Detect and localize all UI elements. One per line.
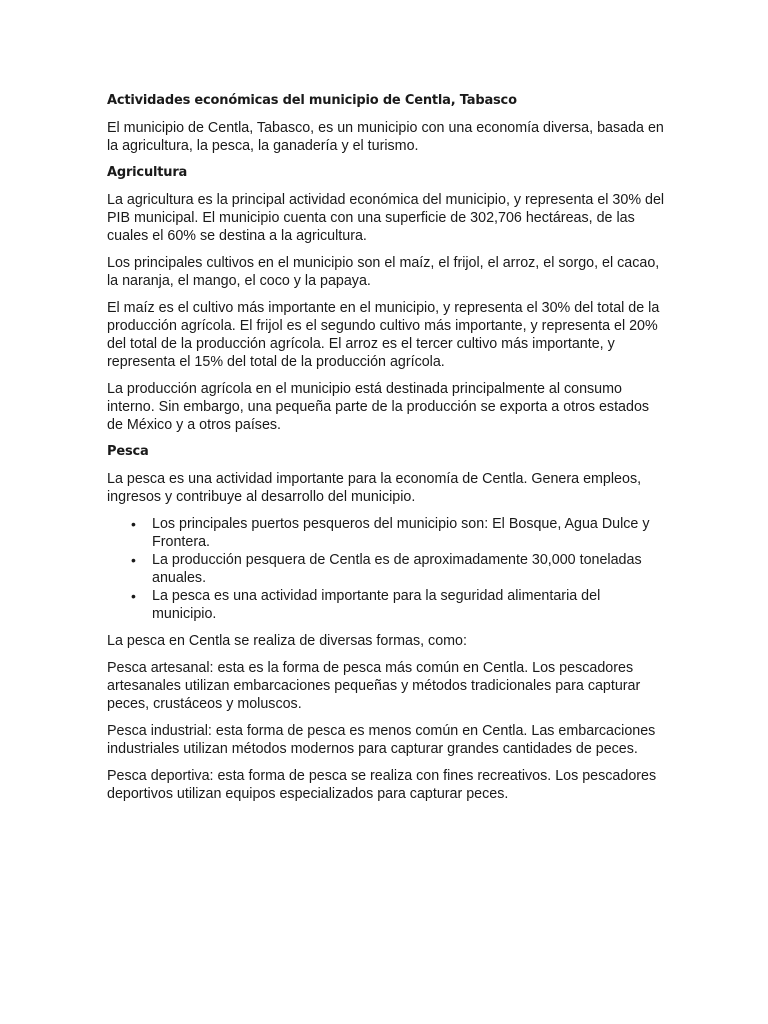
pesca-bullet-list [107,515,668,623]
agricultura-paragraph-4: La producción agrícola en el municipio está destinada principalmente al consumo interno. Sin embargo, una pequeña parte de la producción se exporta a otros estados de México y a otros países. [107,381,650,433]
section-heading-pesca: Pesca [107,444,149,459]
pesca-intro-paragraph: La pesca es una actividad importante para la economía de Centla. Genera empleos, ingresos y contribuye al desarrollo del municipio. [107,471,642,505]
agricultura-paragraph-2: Los principales cultivos en el municipio son el maíz, el frijol, el arroz, el sorgo, el cacao, la naranja, el mango, el coco y la papaya. [107,255,660,289]
list-item [107,551,668,587]
list-item-text: La pesca es una actividad importante para la seguridad alimentaria del municipio. [152,588,601,622]
bullet-icon: • [131,552,136,568]
section-heading-agricultura: Agricultura [107,165,188,180]
pesca-paragraph-4: Pesca deportiva: esta forma de pesca se realiza con fines recreativos. Los pescadores deportivos utilizan equipos especializados para capturar peces. [107,768,657,802]
pesca-paragraph-3: Pesca industrial: esta forma de pesca es menos común en Centla. Las embarcaciones industriales utilizan métodos modernos para capturar grandes cantidades de peces. [107,723,656,757]
bullet-icon: • [131,516,136,532]
list-item-text: Los principales puertos pesqueros del municipio son: El Bosque, Agua Dulce y Frontera. [152,516,650,550]
list-item [107,587,668,623]
agricultura-paragraph-1: La agricultura es la principal actividad económica del municipio, y representa el 30% del PIB municipal. El municipio cuenta con una superficie de 302,706 hectáreas, de las cuales el 60% se destina a la agricultura. [107,192,665,244]
bullet-icon: • [131,588,136,604]
document-title: Actividades económicas del municipio de Centla, Tabasco [107,93,517,108]
list-item-text: La producción pesquera de Centla es de aproximadamente 30,000 toneladas anuales. [152,552,642,586]
pesca-paragraph-1: La pesca en Centla se realiza de diversas formas, como: [107,633,467,649]
agricultura-paragraph-3: El maíz es el cultivo más importante en el municipio, y representa el 30% del total de la producción agrícola. El frijol es el segundo cultivo más importante, y representa el 20% del total de la producción agrícola. El arroz es el tercer cultivo más importante, y representa el 15% del total de la producción agrícola. [107,300,660,370]
list-item [107,515,668,551]
intro-paragraph: El municipio de Centla, Tabasco, es un municipio con una economía diversa, basada en la agricultura, la pesca, la ganadería y el turismo. [107,120,664,154]
pesca-paragraph-2: Pesca artesanal: esta es la forma de pesca más común en Centla. Los pescadores artesanales utilizan embarcaciones pequeñas y métodos tradicionales para capturar peces, crustáceos y moluscos. [107,660,641,712]
